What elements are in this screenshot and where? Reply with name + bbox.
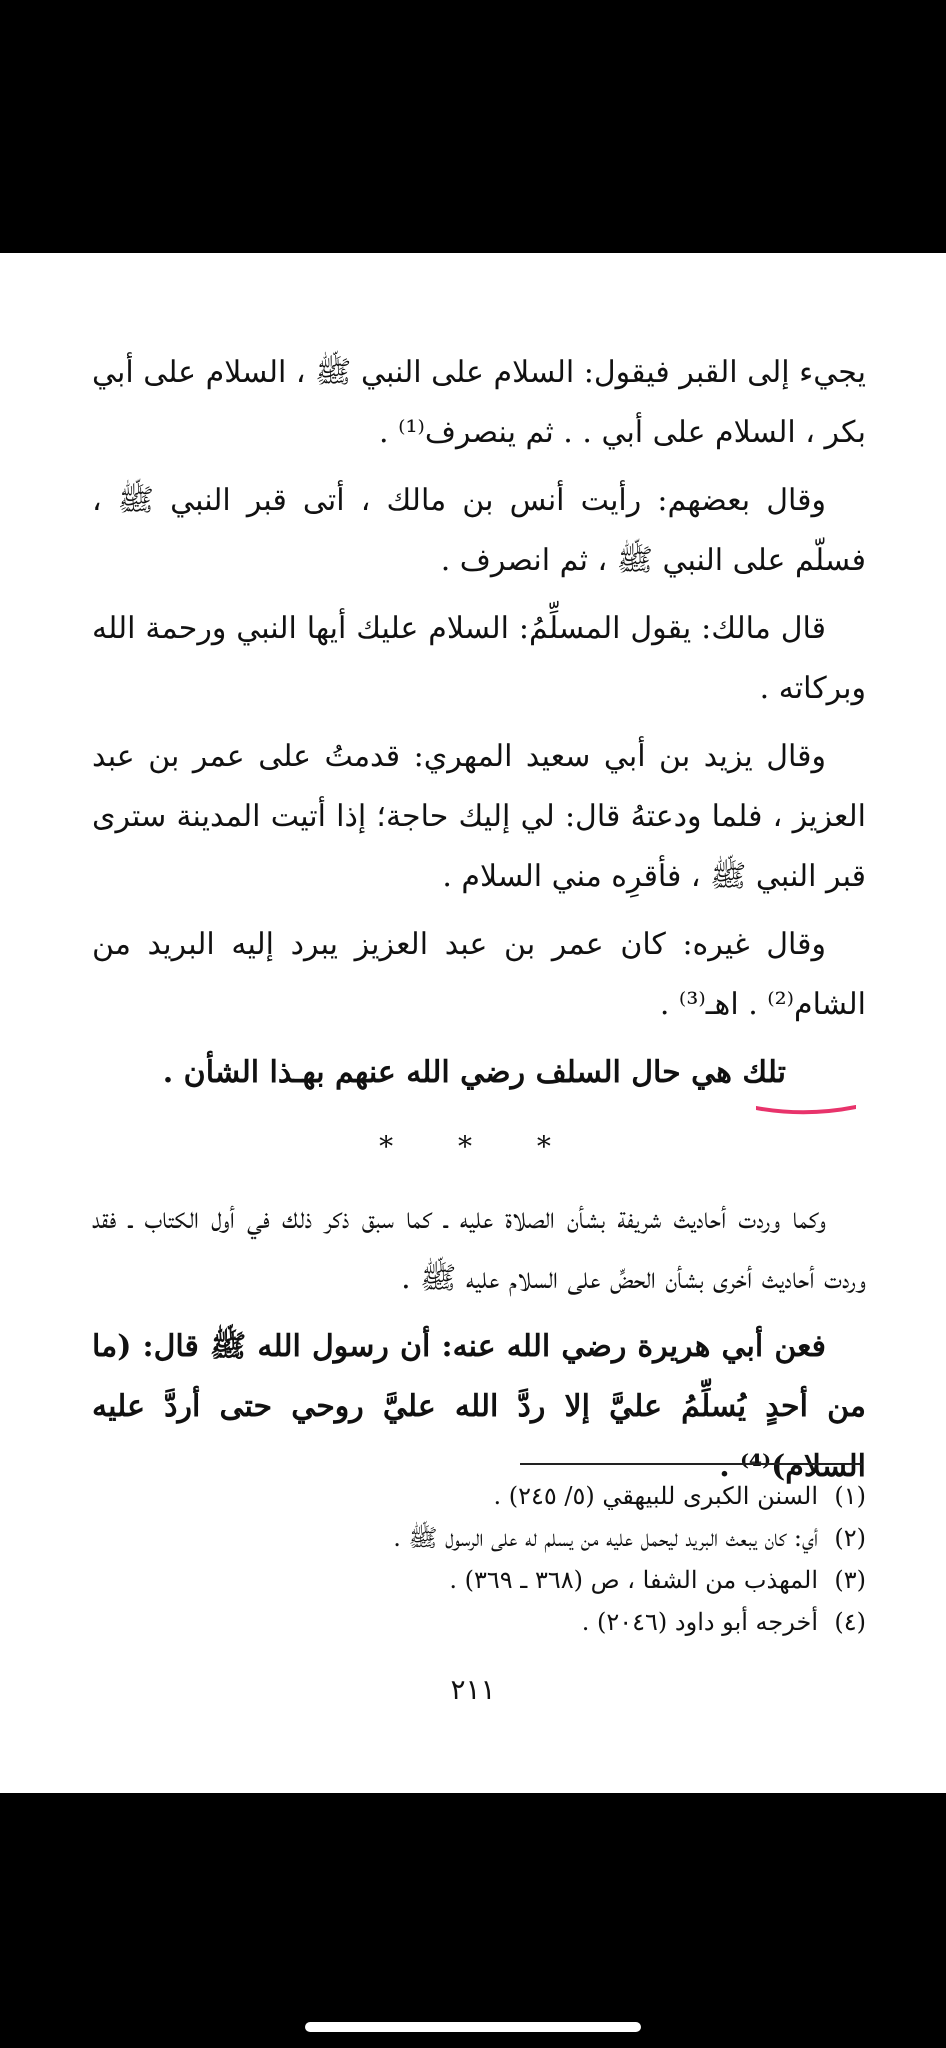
paragraph-4: وقال يزيد بن أبي سعيد المهري: قدمتُ على عمر بن عبد العزيز ، فلما ودعتهُ قال: لي إليك حاجة؛ إذا أتيت المدينة سترى قبر النبي ﷺ ، فأقرِه مني السلام . <box>92 739 866 894</box>
footnote-number: (١) <box>834 1482 866 1510</box>
footnote-text: السنن الكبرى للبيهقي (٥/ ٢٤٥) . <box>493 1482 818 1510</box>
paragraph-6: وكما وردت أحاديث شريفة بشأن الصلاة عليه ـ كما سبق ذكر ذلك في أول الكتاب ـ فقد وردت أحاديث أخرى بشأن الحضِّ على السلام عليه ﷺ . <box>92 1201 866 1296</box>
top-black-bar <box>0 0 946 253</box>
home-indicator[interactable] <box>305 2022 641 2032</box>
footnote-text: أخرجه أبو داود (٢٠٤٦) . <box>581 1608 818 1636</box>
footnote-1 <box>92 1475 866 1517</box>
paragraph-1: يجيء إلى القبر فيقول: السلام على النبي ﷺ ، السلام على أبي بكر ، السلام على أبي . . ثم ينصرف⁽¹⁾ . <box>92 355 866 450</box>
footnote-number: (٤) <box>834 1608 866 1636</box>
pink-underline-mark <box>756 1103 856 1117</box>
footnotes <box>92 1475 866 1643</box>
footnote-text: أي: كان يبعث البريد ليحمل عليه من يسلم له على الرسول ﷺ . <box>393 1524 818 1552</box>
footnote-3 <box>92 1559 866 1601</box>
footnote-text: المهذب من الشفا ، ص (٣٦٨ ـ ٣٦٩) . <box>449 1566 818 1594</box>
paragraph-3: قال مالك: يقول المسلِّمُ: السلام عليك أيها النبي ورحمة الله وبركاته . <box>92 611 866 706</box>
paragraph-2: وقال بعضهم: رأيت أنس بن مالك ، أتى قبر النبي ﷺ ، فسلّم على النبي ﷺ ، ثم انصرف . <box>92 483 866 578</box>
highlighted-paragraph <box>92 1043 866 1109</box>
page-body <box>92 343 866 1505</box>
paragraph-5: وقال غيره: كان عمر بن عبد العزيز يبرد إليه البريد من الشام⁽²⁾ . اهـ⁽³⁾ . <box>92 927 866 1022</box>
footnote-number: (٢) <box>834 1524 866 1552</box>
footnote-number: (٣) <box>834 1566 866 1594</box>
page-number: ٢١١ <box>450 1673 496 1706</box>
book-page <box>0 253 946 1793</box>
highlighted-sentence: تلك هي حال السلف رضي الله عنهم بهـذا الشأن . <box>162 1055 786 1090</box>
footnote-2 <box>92 1517 866 1559</box>
section-divider-stars: * * * <box>379 1130 579 1163</box>
paragraph-7: فعن أبي هريرة رضي الله عنه: أن رسول الله ﷺ قال: (ما من أحدٍ يُسلِّمُ عليَّ إلا ردَّ الله عليَّ روحي حتى أردَّ عليه السلام)⁽⁴⁾ . <box>92 1329 866 1484</box>
highlighted-sentence-wrap <box>163 1043 826 1109</box>
footnote-4 <box>92 1601 866 1643</box>
footnote-separator <box>520 1463 862 1465</box>
